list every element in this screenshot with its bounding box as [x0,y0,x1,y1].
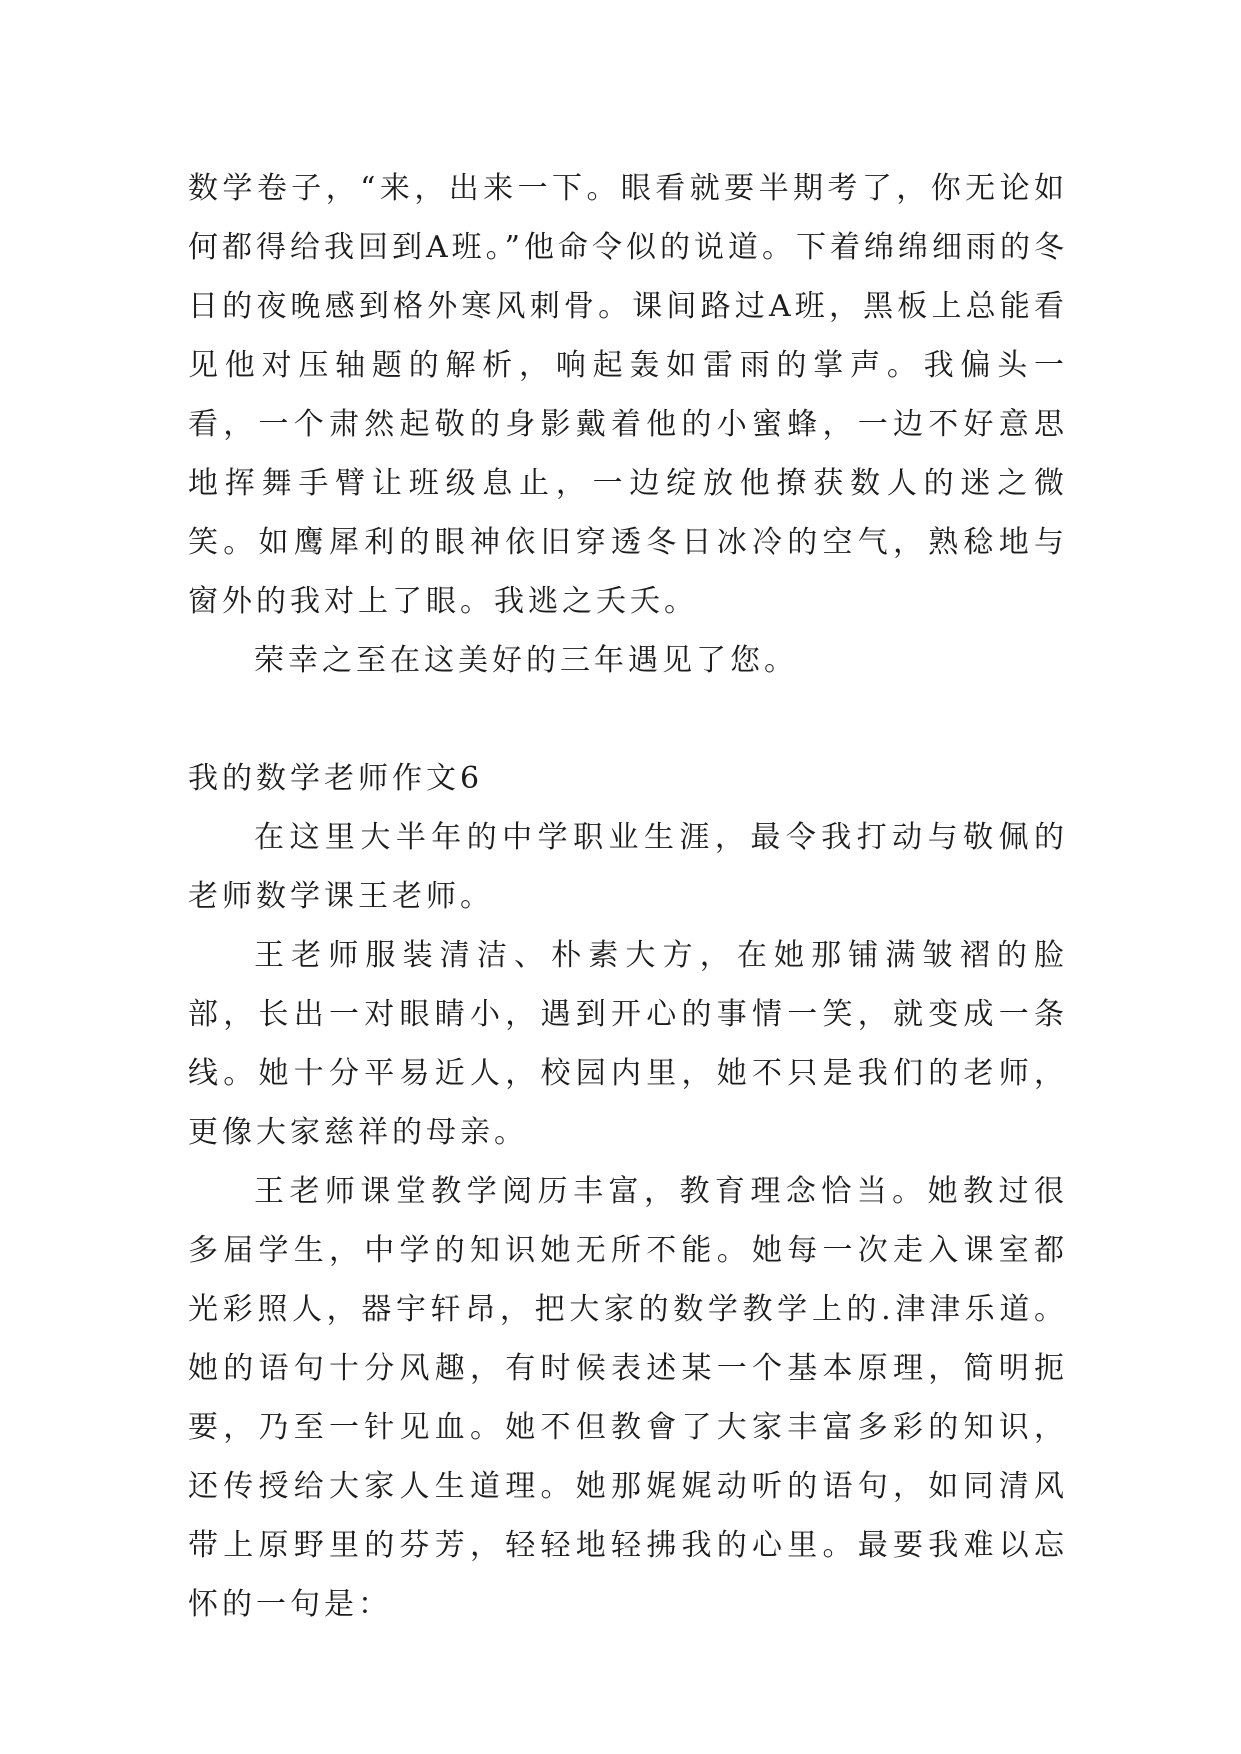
document-body [188,159,1068,1634]
section-heading: 我的数学老师作文6 [188,761,484,796]
paragraph-intro: 在这里大半年的中学职业生涯，最令我打动与敬佩的老师数学课王老师。 [188,820,1068,914]
paragraph-teaching: 王老师课堂教学阅历丰富，教育理念恰当。她教过很多届学生，中学的知识她无所不能。她每一次走入课室都光彩照人，器宇轩昂，把大家的数学教学上的.津津乐道。她的语句十分风趣，有时候表述某一个基本原理，简明扼要，乃至一针见血。她不但教會了大家丰富多彩的知识，还传授给大家人生道理。她那娓娓动听的语句，如同清风带上原野里的芬芳，轻轻地轻拂我的心里。最要我难以忘怀的一句是： [188,1174,1068,1622]
paragraph-appearance: 王老师服装清洁、朴素大方，在她那铺满皱褶的脸部，长出一对眼睛小，遇到开心的事情一笑，就变成一条线。她十分平易近人，校园内里，她不只是我们的老师，更像大家慈祥的母亲。 [188,938,1068,1150]
paragraph-continued: 数学卷子，“来，出来一下。眼看就要半期考了，你无论如何都得给我回到A班。”他命令似的说道。下着绵绵细雨的冬日的夜晚感到格外寒风刺骨。课间路过A班，黑板上总能看见他对压轴题的解析，响起轰如雷雨的掌声。我偏头一看，一个肃然起敬的身影戴着他的小蜜蜂，一边不好意思地挥舞手臂让班级息止，一边绽放他撩获数人的迷之微笑。如鹰犀利的眼神依旧穿透冬日冰冷的空气，熟稔地与窗外的我对上了眼。我逃之夭夭。 [188,171,1069,619]
paragraph-closing: 荣幸之至在这美好的三年遇见了您。 [254,643,798,678]
blank-line [188,690,1068,749]
